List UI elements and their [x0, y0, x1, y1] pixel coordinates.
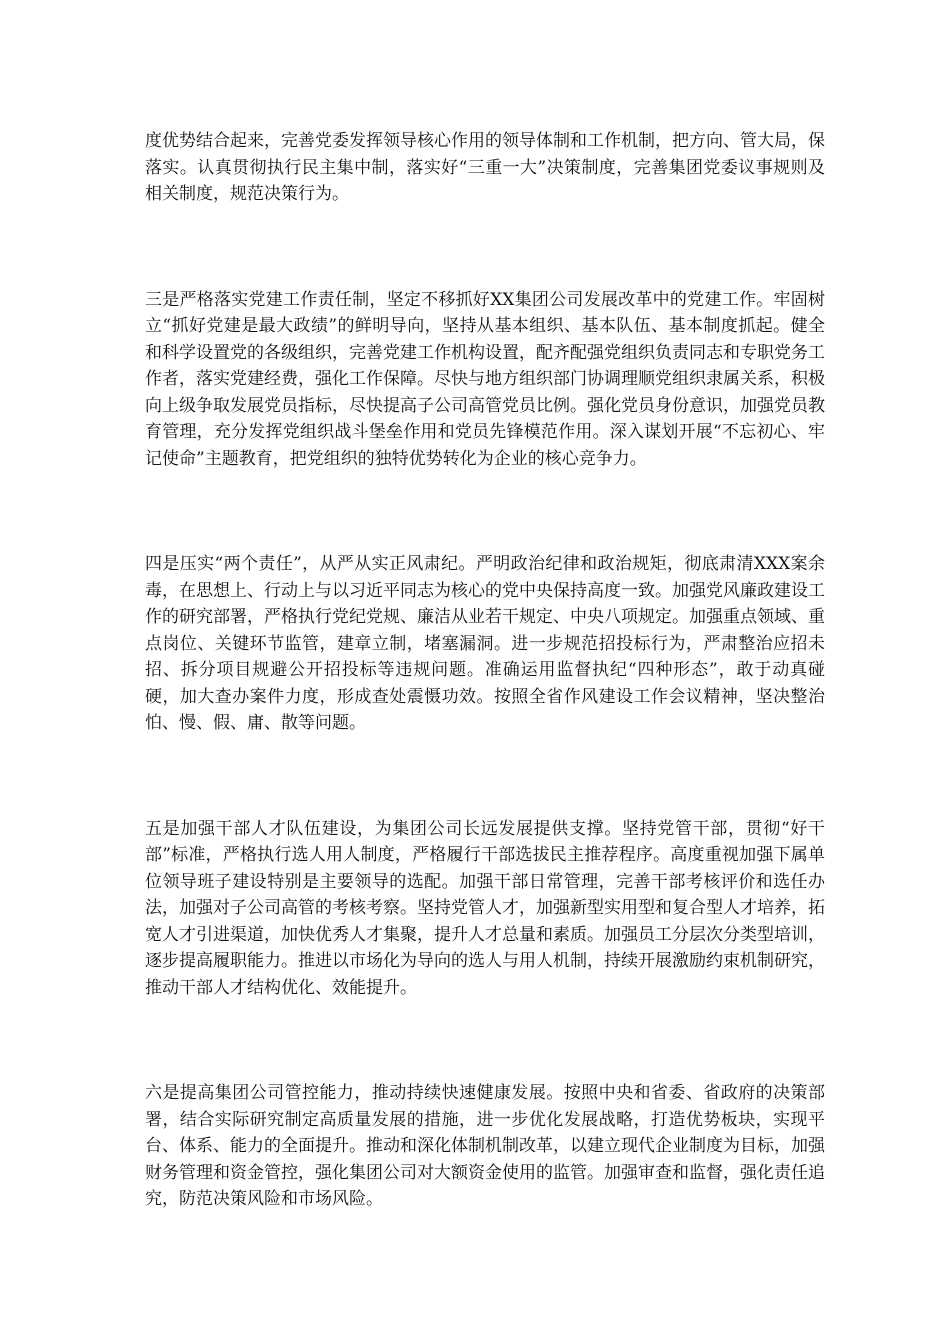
paragraph-four: 四是压实“两个责任”，从严从实正风肃纪。严明政治纪律和政治规矩，彻底肃清XXX案余毒，在思想上、行动上与以习近平同志为核心的党中央保持高度一致。加强党风廉政建设工作的研究部署，严格执行党纪党规、廉洁从业若干规定、中央八项规定。加强重点领域、重点岗位、关键环节监管，建章立制，堵塞漏洞。进一步规范招投标行为，严肃整治应招未招、拆分项目规避公开招投标等违规问题。准确运用监督执纪“四种形态”，敢于动真碰硬，加大查办案件力度，形成查处震慑功效。按照全省作风建设工作会议精神，坚决整治怕、慢、假、庸、散等问题。: [145, 554, 825, 733]
paragraph-three: 三是严格落实党建工作责任制，坚定不移抓好XX集团公司发展改革中的党建工作。牢固树立“抓好党建是最大政绩”的鲜明导向，坚持从基本组织、基本队伍、基本制度抓起。健全和科学设置党的各级组织，完善党建工作机构设置，配齐配强党组织负责同志和专职党务工作者，落实党建经费，强化工作保障。尽快与地方组织部门协调理顺党组织隶属关系，积极向上级争取发展党员指标，尽快提高子公司高管党员比例。强化党员身份意识，加强党员教育管理，充分发挥党组织战斗堡垒作用和党员先锋模范作用。深入谋划开展“不忘初心、牢记使命”主题教育，把党组织的独特优势转化为企业的核心竞争力。: [145, 289, 825, 469]
document-body: [145, 128, 825, 1213]
paragraph-six: 六是提高集团公司管控能力，推动持续快速健康发展。按照中央和省委、省政府的决策部署，结合实际研究制定高质量发展的措施，进一步优化发展战略，打造优势板块，实现平台、体系、能力的全面提升。推动和深化体制机制改革，以建立现代企业制度为目标，加强财务管理和资金管控，强化集团公司对大额资金使用的监管。加强审查和监督，强化责任追究，防范决策风险和市场风险。: [145, 1083, 825, 1209]
paragraph-five: 五是加强干部人才队伍建设，为集团公司长远发展提供支撑。坚持党管干部，贯彻“好干部”标准，严格执行选人用人制度，严格履行干部选拔民主推荐程序。高度重视加强下属单位领导班子建设特别是主要领导的选配。加强干部日常管理，完善干部考核评价和选任办法，加强对子公司高管的考核考察。坚持党管人才，加强新型实用型和复合型人才培养，拓宽人才引进渠道，加快优秀人才集聚，提升人才总量和素质。加强员工分层次分类型培训，逐步提高履职能力。推进以市场化为导向的选人与用人机制，持续开展激励约束机制研究，推动干部人才结构优化、效能提升。: [145, 818, 825, 998]
paragraph-continuation: 度优势结合起来，完善党委发挥领导核心作用的领导体制和工作机制，把方向、管大局，保落实。认真贯彻执行民主集中制，落实好“三重一大”决策制度，完善集团党委议事规则及相关制度，规范决策行为。: [145, 131, 825, 204]
